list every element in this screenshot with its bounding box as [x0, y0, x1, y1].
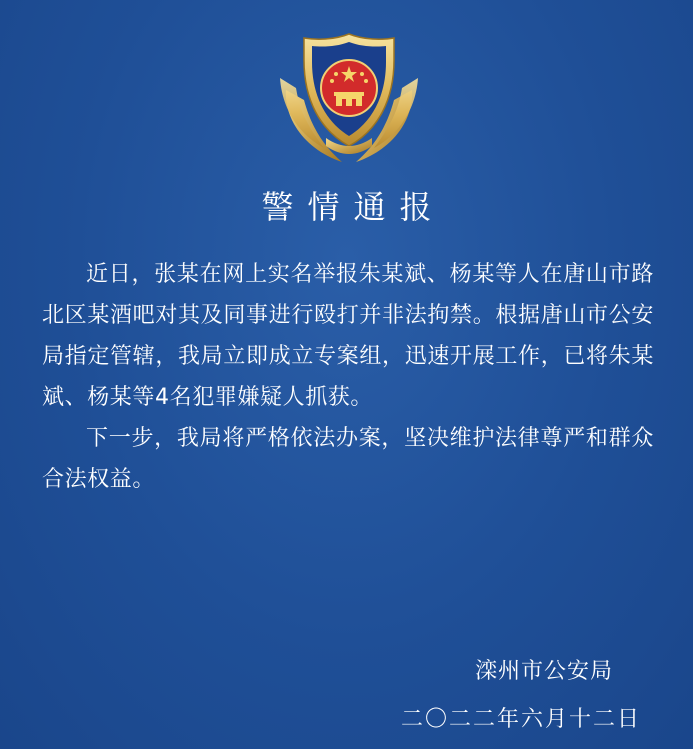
notice-title: 警情通报: [261, 188, 446, 226]
notice-paragraph-2: 下一步，我局将严格依法办案，坚决维护法律尊严和群众合法权益。: [42, 426, 654, 492]
notice-signer: 滦州市公安局: [474, 659, 613, 684]
notice-body: [42, 254, 654, 500]
notice-date: 二〇二二年六月十二日: [400, 707, 641, 732]
notice-paragraph-1: 近日，张某在网上实名举报朱某斌、杨某等人在唐山市路北区某酒吧对其及同事进行殴打并非法拘禁。根据唐山市公安局指定管辖，我局立即成立专案组，迅速开展工作，已将朱某斌、杨某等4名犯罪嫌疑人抓获。: [42, 262, 654, 410]
police-emblem-icon: [276, 30, 422, 170]
